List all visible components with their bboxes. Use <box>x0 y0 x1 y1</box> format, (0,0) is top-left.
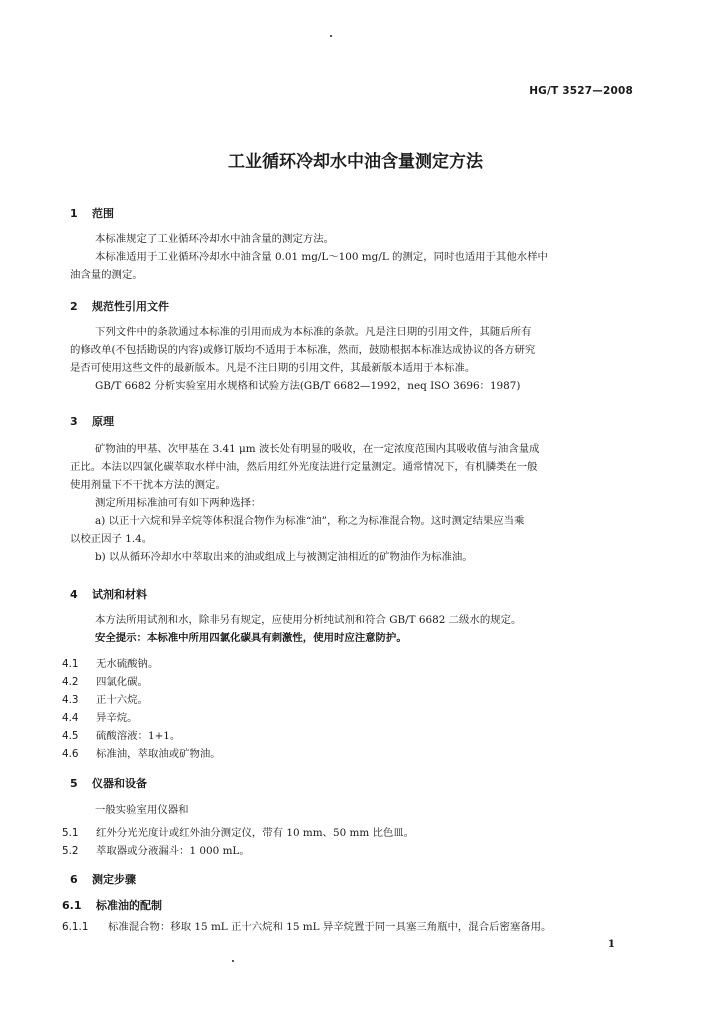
paragraph: 矿物油的甲基、次甲基在 3.41 μm 波长处有明显的吸收，在一定浓度范围内其吸收值与油含量成 <box>95 443 540 455</box>
list-item <box>62 673 148 688</box>
item-text: 正十六烷。 <box>96 694 148 706</box>
list-item <box>62 745 221 760</box>
item-number: 4.2 <box>62 676 79 688</box>
item-text: 硫酸溶液：1+1。 <box>96 730 181 742</box>
section-1-body <box>70 230 645 284</box>
option-a-continuation: 以校正因子 1.4。 <box>70 533 153 545</box>
section-title: 原理 <box>92 415 114 428</box>
item-text: 四氯化碳。 <box>96 676 148 688</box>
document-title: 工业循环冷却水中油含量测定方法 <box>228 152 483 172</box>
list-item <box>62 655 158 670</box>
section-1-heading <box>70 205 114 221</box>
item-text: 红外分光光度计或红外油分测定仪，带有 10 mm、50 mm 比色皿。 <box>96 827 415 839</box>
scan-speck <box>232 960 234 962</box>
section-6-heading <box>70 871 136 887</box>
paragraph-continuation: 正比。本法以四氯化碳萃取水样中油，然后用红外光度法进行定量测定。通常情况下，有机膦类在一般 <box>70 461 538 473</box>
item-number: 5.2 <box>62 845 79 857</box>
item-number: 6.1.1 <box>62 921 89 933</box>
item-number: 5.1 <box>62 827 79 839</box>
item-number: 4.3 <box>62 694 79 706</box>
list-item <box>62 824 414 839</box>
paragraph-continuation: 的修改单(不包括勘误的内容)或修订版均不适用于本标准，然而，鼓励根据本标准达成协议的各方研究 <box>70 344 536 356</box>
section-3-body <box>70 440 645 566</box>
list-item <box>62 691 148 706</box>
subsection-number: 6.1 <box>62 899 82 912</box>
scan-speck <box>330 35 332 37</box>
item-text: 无水硫酸钠。 <box>96 658 159 670</box>
section-number: 1 <box>70 207 78 220</box>
subsection-6-1-heading <box>62 897 162 913</box>
option-b: b) 以从循环冷却水中萃取出来的油或组成上与被测定油相近的矿物油作为标准油。 <box>95 551 473 563</box>
paragraph-continuation: 是否可使用这些文件的最新版本。凡是不注日期的引用文件，其最新版本适用于本标准。 <box>70 362 476 374</box>
section-3-heading <box>70 413 114 429</box>
standard-code: HG/T 3527—2008 <box>529 85 633 97</box>
page-number: 1 <box>607 938 615 950</box>
section-number: 2 <box>70 300 78 313</box>
subsection-title: 标准油的配制 <box>96 899 162 912</box>
safety-note <box>70 629 645 647</box>
item-text: 标准油，萃取油或矿物油。 <box>96 748 221 760</box>
section-title: 测定步骤 <box>92 873 136 886</box>
section-number: 3 <box>70 415 78 428</box>
paragraph: 测定所用标准油可有如下两种选择： <box>95 497 262 509</box>
paragraph: 本标准适用于工业循环冷却水中油含量 0.01 mg/L～100 mg/L 的测定，同时也适用于其他水样中 <box>95 251 548 263</box>
safety-text: 安全提示：本标准中所用四氯化碳具有刺激性，使用时应注意防护。 <box>95 632 407 644</box>
item-number: 4.5 <box>62 730 79 742</box>
item-number: 4.6 <box>62 748 79 760</box>
paragraph: 一般实验室用仪器和 <box>95 804 189 816</box>
item-text: 标准混合物：移取 15 mL 正十六烷和 15 mL 异辛烷置于同一具塞三角瓶中，混合后密塞备用。 <box>108 921 552 933</box>
normative-reference: GB/T 6682 分析实验室用水规格和试验方法(GB/T 6682—1992，neq ISO 3696：1987) <box>95 380 521 392</box>
section-number: 6 <box>70 873 78 886</box>
section-title: 仪器和设备 <box>92 777 147 790</box>
list-item <box>62 918 642 933</box>
paragraph-continuation: 油含量的测定。 <box>70 269 143 281</box>
list-item <box>62 709 138 724</box>
item-text: 异辛烷。 <box>96 712 138 724</box>
item-text: 萃取器或分液漏斗：1 000 mL。 <box>96 845 250 857</box>
paragraph: 下列文件中的条款通过本标准的引用而成为本标准的条款。凡是注日期的引用文件，其随后所有 <box>95 326 532 338</box>
paragraph: 本方法所用试剂和水，除非另有规定，应使用分析纯试剂和符合 GB/T 6682 二级水的规定。 <box>95 614 522 626</box>
section-number: 5 <box>70 777 78 790</box>
paragraph: 本标准规定了工业循环冷却水中油含量的测定方法。 <box>95 233 334 245</box>
section-4-heading <box>70 586 147 602</box>
section-2-body <box>70 323 645 395</box>
list-item <box>62 842 250 857</box>
item-number: 4.4 <box>62 712 79 724</box>
section-title: 范围 <box>92 207 114 220</box>
section-number: 4 <box>70 588 78 601</box>
item-number: 4.1 <box>62 658 79 670</box>
section-title: 试剂和材料 <box>92 588 147 601</box>
list-item <box>62 727 180 742</box>
section-5-body <box>70 801 645 819</box>
section-4-body <box>70 611 645 647</box>
section-title: 规范性引用文件 <box>92 300 169 313</box>
section-2-heading <box>70 298 169 314</box>
option-a: a) 以正十六烷和异辛烷等体积混合物作为标准“油”，称之为标准混合物。这时测定结果应当乘 <box>95 515 525 527</box>
paragraph-continuation: 使用剂量下不干扰本方法的测定。 <box>70 479 226 491</box>
section-5-heading <box>70 775 147 791</box>
